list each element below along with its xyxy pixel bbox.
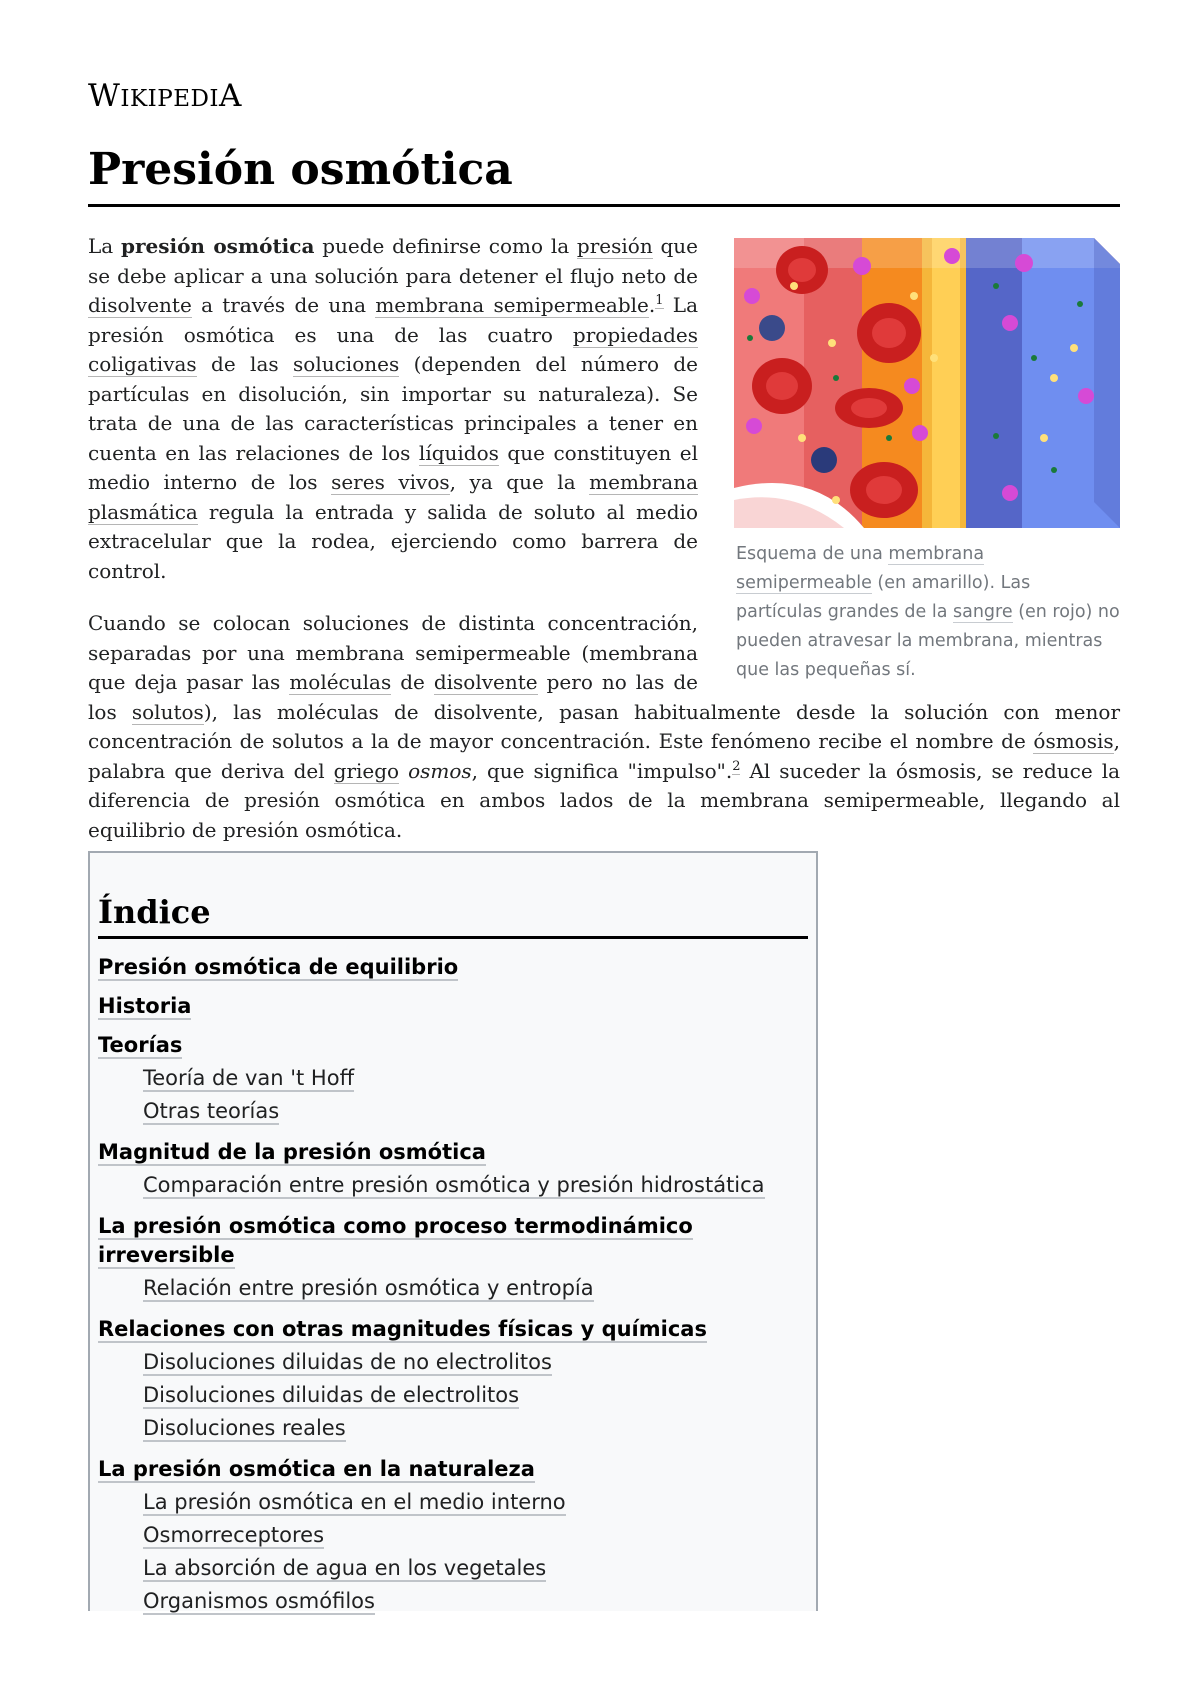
figure-caption xyxy=(734,540,1120,685)
toc-subitem[interactable] xyxy=(143,1519,808,1552)
toc-subitem-label: Disoluciones diluidas de no electrolitos xyxy=(143,1350,552,1375)
toc-item[interactable] xyxy=(98,1315,808,1344)
toc-subitem-label: Teoría de van 't Hoff xyxy=(143,1066,355,1091)
toc-subitem[interactable] xyxy=(143,1346,808,1379)
toc-subitem-label: Otras teorías xyxy=(143,1099,280,1124)
link-griego[interactable]: griego xyxy=(333,758,400,783)
text-run: Cuando se colocan soluciones de distinta concentración, separadas por una membrana semipermeable (membrana que deja pasar las xyxy=(88,611,698,694)
toc-item[interactable] xyxy=(98,1455,808,1484)
logo-letters-middle: IKIPEDI xyxy=(120,86,220,112)
toc-item[interactable] xyxy=(98,953,808,982)
toc-subitem[interactable] xyxy=(143,1095,808,1128)
toc-sublist xyxy=(98,1346,808,1445)
link-soluciones[interactable]: soluciones xyxy=(293,352,400,376)
text-run xyxy=(399,759,408,783)
text-run: ), las moléculas de disolvente, pasan habitualmente desde la solución con menor concentración de solutos a la de mayor concentración. Este fenómeno recibe el nombre de xyxy=(88,699,1121,753)
toc-subitem-label: Disoluciones reales xyxy=(143,1416,346,1441)
toc-subitem[interactable] xyxy=(143,1379,808,1412)
wikipedia-logo[interactable] xyxy=(88,78,242,114)
text-run: , palabra que deriva del xyxy=(88,729,1120,783)
text-run: La presión osmótica es una de las cuatro xyxy=(88,293,699,347)
page-title: Presión osmótica xyxy=(88,145,1120,207)
toc-item[interactable] xyxy=(98,992,808,1021)
italic-term: osmos xyxy=(408,758,472,783)
toc-subitem-label: Comparación entre presión osmótica y presión hidrostática xyxy=(143,1173,765,1198)
text-run: que constituyen el medio interno de los xyxy=(88,440,698,494)
reference-1[interactable]: 1 xyxy=(655,293,664,309)
text-run: regula la entrada y salida de soluto al medio extracelular que la rodea, ejerciendo como barrera de control. xyxy=(88,499,698,583)
toc-item[interactable] xyxy=(98,1031,808,1060)
toc-section xyxy=(98,1031,808,1128)
text-run: , que significa "impulso". xyxy=(471,758,733,783)
toc-sublist xyxy=(98,1272,808,1305)
toc-item[interactable] xyxy=(98,1138,808,1167)
toc-subitem[interactable] xyxy=(143,1272,808,1305)
toc-subitem-label: Disoluciones diluidas de electrolitos xyxy=(143,1383,520,1408)
link-presion[interactable]: presión xyxy=(576,234,653,258)
osmosis-membrane-diagram[interactable] xyxy=(734,238,1120,538)
infobox-figure xyxy=(734,238,1120,685)
link-liquidos[interactable]: líquidos xyxy=(418,440,499,465)
toc-subitem-label: La presión osmótica en el medio interno xyxy=(143,1490,566,1515)
text-run: (dependen del número de partículas en disolución, sin importar su naturaleza). Se trata de una de las características principales a tener en cuenta en las relaciones de los xyxy=(88,352,699,465)
toc-item-label: Relaciones con otras magnitudes físicas y químicas xyxy=(98,1317,707,1342)
link-propiedades-coligativas[interactable]: propiedades coligativas xyxy=(88,322,698,376)
link-solutos[interactable]: solutos xyxy=(131,699,204,724)
toc-sublist xyxy=(98,1062,808,1128)
toc-list xyxy=(98,953,808,1618)
toc-sublist xyxy=(98,1169,808,1202)
toc-section xyxy=(98,1138,808,1202)
text-run: a través de una xyxy=(191,293,376,317)
text-run: La xyxy=(88,234,121,258)
toc-item-label: Historia xyxy=(98,994,192,1019)
link-moleculas[interactable]: moléculas xyxy=(289,670,392,694)
text-run: (en amarillo). Las partículas grandes de la xyxy=(736,573,1031,622)
toc-item-label: La presión osmótica en la naturaleza xyxy=(98,1457,535,1482)
text-run: , ya que la xyxy=(449,470,590,494)
toc-subitem[interactable] xyxy=(143,1062,808,1095)
bold-term: presión osmótica xyxy=(120,234,315,258)
toc-subitem-label: La absorción de agua en los vegetales xyxy=(143,1556,547,1581)
text-run: (en rojo) no pueden atravesar la membrana, mientras que las pequeñas sí. xyxy=(736,602,1120,680)
toc-subitem[interactable] xyxy=(143,1412,808,1445)
link-membrana-semipermeable[interactable]: membrana semipermeable xyxy=(375,293,649,317)
toc-subitem[interactable] xyxy=(143,1552,808,1585)
toc-item-label: Teorías xyxy=(98,1033,183,1058)
toc-subitem-label: Organismos osmófilos xyxy=(143,1589,375,1614)
link-membrana-semipermeable[interactable]: membrana semipermeable xyxy=(736,544,985,593)
link-sangre[interactable]: sangre xyxy=(953,602,1013,622)
article-body xyxy=(88,232,1120,868)
logo-letter-last: A xyxy=(219,78,242,114)
toc-subitem-label: Relación entre presión osmótica y entropía xyxy=(143,1276,594,1301)
text-run: que se debe aplicar a una solución para detener el flujo neto de xyxy=(88,234,698,288)
link-seres-vivos[interactable]: seres vivos xyxy=(331,470,450,494)
logo-letter-first: W xyxy=(88,78,121,114)
toc-section xyxy=(98,1212,808,1305)
toc-section xyxy=(98,992,808,1021)
toc-title: Índice xyxy=(98,895,808,939)
toc-subitem[interactable] xyxy=(143,1486,808,1519)
link-disolvente[interactable]: disolvente xyxy=(88,293,192,317)
toc-section xyxy=(98,953,808,982)
text-run: Esquema de una xyxy=(736,544,889,564)
toc-item-label: Presión osmótica de equilibrio xyxy=(98,955,459,980)
toc-item-label: La presión osmótica como proceso termodinámico irreversible xyxy=(98,1214,693,1268)
link-osmosis[interactable]: ósmosis xyxy=(1033,729,1114,753)
table-of-contents xyxy=(88,851,818,1614)
text-run: puede definirse como la xyxy=(314,234,577,258)
reference-2[interactable]: 2 xyxy=(732,758,741,774)
toc-item[interactable] xyxy=(98,1212,808,1270)
toc-section xyxy=(98,1315,808,1445)
toc-section xyxy=(98,1455,808,1618)
text-run: de xyxy=(391,670,434,694)
text-run: . xyxy=(648,293,656,317)
toc-subitem[interactable] xyxy=(143,1169,808,1202)
toc-sublist xyxy=(98,1486,808,1618)
text-run: pero no las de los xyxy=(88,670,698,724)
link-disolvente-2[interactable]: disolvente xyxy=(433,670,538,694)
toc-subitem[interactable] xyxy=(143,1585,808,1618)
link-membrana-plasmatica[interactable]: membrana plasmática xyxy=(88,470,698,524)
toc-subitem-label: Osmorreceptores xyxy=(143,1523,325,1548)
text-run: Al suceder la ósmosis, se reduce la diferencia de presión osmótica en ambos lados de la membrana semipermeable, llegando al equilibrio de presión osmótica. xyxy=(88,758,1121,842)
toc-item-label: Magnitud de la presión osmótica xyxy=(98,1140,486,1165)
text-run: de las xyxy=(196,352,294,376)
